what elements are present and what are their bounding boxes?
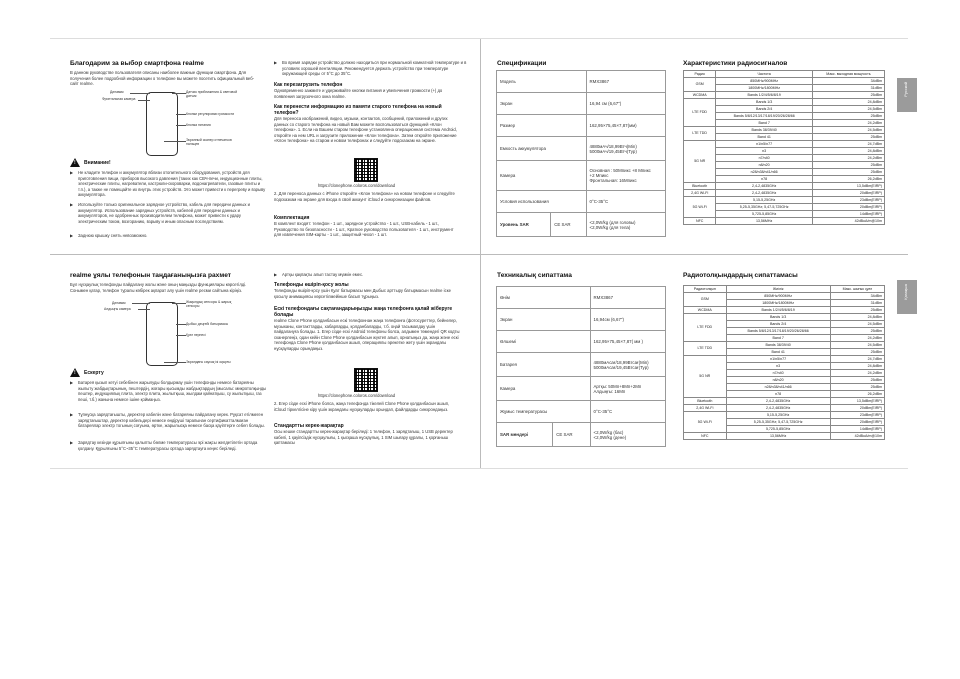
spec-key: Экран xyxy=(497,309,591,331)
package-title: Стандартты керек-жарақтар xyxy=(274,423,344,429)
radio-power-cell: 14dBm(EIRP) xyxy=(812,211,884,218)
radio-power-cell: 13,5dBm(EIRP) xyxy=(812,183,884,190)
radio-table xyxy=(683,285,885,440)
warning-icon: ! xyxy=(70,368,80,377)
radio-row xyxy=(684,314,885,321)
radio-group-cell: WCDMA xyxy=(684,92,716,99)
radio-row xyxy=(684,405,885,412)
spec-value: RMX3867 xyxy=(590,287,666,309)
radio-group-cell: LTE FDD xyxy=(684,99,716,127)
spec-key: Экран xyxy=(497,93,587,115)
radio-frequency-cell: Bands 2/4 xyxy=(726,321,830,328)
spec-key: Условия использования xyxy=(497,191,587,213)
spec-value: 162,95×75,45×7,87(мм) xyxy=(586,115,665,137)
callout-line xyxy=(130,93,150,94)
radio-row xyxy=(684,293,885,300)
sar-value: <2,0W/kg (для головы) <2,0W/kg (для тела) xyxy=(586,213,665,237)
spec-value: 4880мАч/18,99Втч(Min) 5000мАч/19,45Втч(Typ) xyxy=(586,137,665,161)
restart-title: Телефонды өшіріп-қосу жолы xyxy=(274,282,349,288)
radio-power-cell: 23dBm(EIRP) xyxy=(812,197,884,204)
language-tab-label: Қазақша xyxy=(903,284,908,300)
radio-power-cell: 24,2dBm xyxy=(812,155,884,162)
spec-value: 16,94см (6,67") xyxy=(590,309,666,331)
radio-power-cell: 25dBm xyxy=(830,377,884,384)
callout-line xyxy=(176,324,186,325)
warning-title: Ескерту xyxy=(84,370,104,376)
spec-value: 162,95×75,45×7,87( мм ) xyxy=(590,331,666,353)
radio-row xyxy=(684,127,885,134)
radio-power-cell: 34dBm xyxy=(812,78,884,85)
radio-power-cell: 24,7dBm xyxy=(812,141,884,148)
radio-group-cell: Bluetooth xyxy=(684,398,727,405)
radio-row xyxy=(684,218,885,225)
package-text: Осы кешке стандартты керек-жарақтар беріледі: 1 телефон, 1 зарядтағыш, 1 USB деректер кабелі, 1 қауіпсіздік нұсқаулығы, 1 қысқаша нұсқаулық, 1 SIM шығару құралы, 1 қорғаныш қаптамасы xyxy=(274,429,453,446)
radio-power-cell: 25dBm xyxy=(830,307,884,314)
radio-row xyxy=(684,433,885,440)
spec-value: RMX3867 xyxy=(586,71,665,93)
radio-power-cell: 25dBm xyxy=(812,113,884,120)
spec-key: Өнім xyxy=(497,287,591,309)
radio-frequency-cell: 2,4-2,4835GHz xyxy=(726,398,830,405)
callout-line xyxy=(164,141,186,142)
restart-text: Телефонды өшіріп-қосу үшін Қуат батырмасы мен Дыбыс арттыру батырмасын realme іске қосылу анимациясы көрсетілмейінше басып тұрыңыз. xyxy=(274,288,451,299)
specs-table xyxy=(496,286,666,447)
radio-group-cell: 5G NR xyxy=(684,356,727,398)
callout-line xyxy=(176,114,186,115)
label-fingerprint: Экранный сканер отпечатков пальцев xyxy=(186,138,232,147)
label-volume-keys: Кнопки регулировки громкости xyxy=(186,112,235,116)
callout-line xyxy=(132,303,150,304)
radio-frequency-cell: 5,25-5,35GHz; 5,47-5,725GHz xyxy=(716,204,813,211)
spec-key: Жұмыс температурасы xyxy=(497,401,591,423)
radio-frequency-cell: 2,4-2,4835GHz xyxy=(716,183,813,190)
restart-title: Как перезагрузить телефон xyxy=(274,82,343,88)
radio-power-cell: 25dBm xyxy=(812,162,884,169)
radio-power-cell: 24,7dBm xyxy=(830,356,884,363)
radio-row xyxy=(684,99,885,106)
radio-frequency-cell: 5,15-5,25GHz xyxy=(716,197,813,204)
radio-power-cell: 13,5dBm(EIRP) xyxy=(830,398,884,405)
package-title: Комплектация xyxy=(274,215,310,221)
radio-frequency-cell: Bands 1/2/4/5/6/8/19 xyxy=(716,92,813,99)
sar-sub: CE SAR xyxy=(553,423,590,447)
qr-code-icon xyxy=(354,158,378,182)
radio-row xyxy=(684,190,885,197)
radio-header-cell: Жиілік xyxy=(726,286,830,293)
center-divider xyxy=(480,38,481,468)
radio-power-cell: 25dBm xyxy=(812,92,884,99)
radio-row xyxy=(684,141,885,148)
radio-frequency-cell: 5,15-5,25GHz xyxy=(726,412,830,419)
radio-power-cell: 42dBuA/m@10m xyxy=(830,433,884,440)
radio-frequency-cell: Bands 2/4 xyxy=(716,106,813,113)
warning-bullet: ▶ Используйте только оригинальное зарядное устройство, кабель для передачи данных и аккумулятор. Использование зарядных устройств, кабелей для передачи данных и аккумуляторов, не одобренных производителем телефона, может привести к удару электрическим током, возгоранию, взрыву и иным опасным последствиям. xyxy=(70,202,268,224)
radio-header-cell: Частота xyxy=(716,71,813,78)
radio-power-cell: 26,2dBm xyxy=(812,176,884,183)
charging-bullet: ▶ Во время зарядки устройство должно находиться при нормальной комнатной температуре и в условиях хорошей вентиляции. Рекомендуется держать устройство при температуре окружающей среды от 5°C до 35°C. xyxy=(274,60,468,77)
radio-frequency-cell: Bands 1/2/4/5/6/8/19 xyxy=(726,307,830,314)
warning-bullet: ▶ Батарея қызып кетуі себебінен жарылуды болдырмау үшін телефонды немесе батареяны жылыту жабдықтарының, пештердің, жоғары қысымды жабдықтардың (мысалы: микротолқынды пештер, индукциялық плита, электр плита, жылытқыш, жылдам қайнатқыш, су жылытқыш, газ пеші, т.б.) жанына немесе ішіне қоймаңыз. xyxy=(70,380,268,402)
radio-power-cell: 20dBm(EIRP) xyxy=(830,419,884,426)
ru-guide-panel xyxy=(60,50,470,250)
language-tab-label: Русский xyxy=(903,82,908,97)
radio-power-cell: 31dBm xyxy=(830,300,884,307)
radio-frequency-cell: 850MHz/900MHz xyxy=(726,293,830,300)
sar-sub: CE SAR xyxy=(551,213,586,237)
radio-frequency-cell: 2,4-2,4835GHz xyxy=(716,190,813,197)
radio-row xyxy=(684,356,885,363)
radio-frequency-cell: 13,56MHz xyxy=(726,433,830,440)
spec-value: 16,94 см (6,67") xyxy=(586,93,665,115)
spec-value: 0°C-35°C xyxy=(590,401,666,423)
radio-frequency-cell: Band 7 xyxy=(716,120,813,127)
radio-power-cell: 24,8dBm xyxy=(830,363,884,370)
radio-row xyxy=(684,197,885,204)
radio-frequency-cell: Band 41 xyxy=(726,349,830,356)
spec-key: Модель xyxy=(497,71,587,93)
radio-header-cell: Макс. шығыс қуат xyxy=(830,286,884,293)
warning-bullet: ▶ Заднюю крышку снять невозможно. xyxy=(70,233,268,239)
intro-text: Бұл нұсқаулық телефонды пайдалану жолы және оның маңызды функциялары көрсетілді. Сонымен қатар, телефон туралы көбірек ақпарат алу үшін realme ресми сайтына кіріңіз. xyxy=(70,282,247,293)
radio-frequency-cell: Bands 38/39/40 xyxy=(726,342,830,349)
radio-title: Радиотолқындардың сипаттамасы xyxy=(683,272,798,279)
radio-power-cell: 26,2dBm xyxy=(830,391,884,398)
radio-group-cell: GSM xyxy=(684,293,727,307)
label-volume-keys: Дыбыс деңгейі батырмасы xyxy=(186,322,229,326)
radio-power-cell: 31dBm xyxy=(812,85,884,92)
spec-key: Батарея xyxy=(497,353,591,377)
radio-group-cell: 2,4G Wi-Fi xyxy=(684,405,727,412)
intro-text: В данном руководстве пользователя описаны наиболее важные функции смартфона. Для получения более подробной информации о телефоне вы можете посетить официальный веб-сайт realme. xyxy=(70,70,254,87)
radio-frequency-cell: n8/n20 xyxy=(726,377,830,384)
radio-frequency-cell: 5,725-5,85GHz xyxy=(726,426,830,433)
radio-power-cell: 24,2dBm xyxy=(830,370,884,377)
radio-power-cell: 34dBm xyxy=(830,293,884,300)
radio-group-cell: LTE TDD xyxy=(684,127,716,141)
radio-group-cell: LTE FDD xyxy=(684,314,727,342)
radio-row xyxy=(684,398,885,405)
spec-key: Камера xyxy=(497,161,587,191)
warning-bullet: ▶ Не кладите телефон и аккумулятор вблизи отопительного оборудования, устройств для приготовления пищи, приборов высокого давления (таких как СВЧ-печи, индукционные плиты, электрические плиты, нагреватели, кастрюли-скороварки, водонагреватели, газовые плиты и т.п.), а также не помещайте их внутрь этих устройств. Это может привести к перегреву и взрыву аккумулятора. xyxy=(70,170,268,198)
radio-group-cell: Bluetooth xyxy=(684,183,716,190)
radio-frequency-cell: Band 7 xyxy=(726,335,830,342)
radio-power-cell: 20dBm(EIRP) xyxy=(812,190,884,197)
radio-power-cell: 25dBm xyxy=(812,169,884,176)
label-front-camera: Фронтальная камера xyxy=(102,97,136,101)
sar-label: Уровень SAR xyxy=(497,213,551,237)
radio-frequency-cell: n1/n5/n77 xyxy=(726,356,830,363)
radio-power-cell: 20dBm(EIRP) xyxy=(830,405,884,412)
radio-frequency-cell: n7/n40 xyxy=(716,155,813,162)
radio-group-cell: 5G NR xyxy=(684,141,716,183)
radio-power-cell: 24,8dBm xyxy=(812,99,884,106)
ios-text: 2. Для переноса данных с iPhone откройте «Клон телефона» на новом телефоне и следуйте подсказкам на экране для входа в свой аккаунт iCloud и синхронизации файлов. xyxy=(274,191,455,202)
radio-frequency-cell: n3 xyxy=(726,363,830,370)
spec-value: Основная : 50Мпикс +8 Мпикс +2 Мпикс Фронтальная: 16Мпикс xyxy=(586,161,665,191)
warning-bullet: ▶ Тұпнұсқа зарядтағышты, деректер кабелін және батареяны пайдалану керек. Рұқсат етілмеген зарядтағыштар, деректер кабельдері немесе өндіруші тарапынан сертификатталмаған батареялар электр тогының соғуына, өртке, жарылысқа немесе басқа қауіптерге себеп болады. xyxy=(70,412,268,429)
radio-frequency-cell: n1/n5/n77 xyxy=(716,141,813,148)
radio-power-cell: 24,2dBm xyxy=(812,120,884,127)
radio-frequency-cell: 5,25-5,35GHz; 5,47-5,725GHz xyxy=(726,419,830,426)
package-text: В комплект входят: телефон - 1 шт., зарядное устройство - 1 шт., USB-кабель - 1 шт., Руководство по безопасности - 1 шт., Краткое руководство пользователя - 1 шт., инструмент для извлечения SIM-карты - 1 шт., защитный чехол - 1 шт. xyxy=(274,221,454,238)
radio-row xyxy=(684,342,885,349)
qr-code-icon xyxy=(354,368,378,392)
specs-title: Спецификации xyxy=(497,60,547,67)
phone-diagram xyxy=(146,92,178,156)
label-light-sensor: Датчик приближения & световой датчик xyxy=(186,90,238,99)
radio-power-cell: 25dBm xyxy=(812,134,884,141)
radio-frequency-cell: Bands 1/3 xyxy=(716,99,813,106)
label-light-sensor: Жақындық сенсоры & жарық сенсоры xyxy=(186,300,232,309)
specs-title: Техникалық сипаттама xyxy=(497,272,572,279)
transfer-title: Ескі телефондағы сақтағандарыңызды жаңа телефонға қалай жіберуге болады xyxy=(274,306,453,318)
callout-line xyxy=(172,303,186,304)
transfer-text: Для переноса изображений, видео, музыки, контактов, сообщений, приложений и других данных со старого телефона на новый Вам можете воспользоваться функцией «Клон телефона». 1. Если на Вашем старом телефоне установлена операционная система Android, откройте на нем URL и загрузите приложение «Клон телефона». Затем откройте приложение «Клон телефона» на старом и новом телефонах и следуйте подсказкам на экране. xyxy=(274,116,457,144)
radio-frequency-cell: n3 xyxy=(716,148,813,155)
radio-power-cell: 24,5dBm xyxy=(812,127,884,134)
sar-value: <2,0W/kg (бас) <2,0W/kg (дене) xyxy=(590,423,666,447)
restart-text: Одновременно зажмите и удерживайте кнопки питания и увеличения громкости (+) до появления загрузочного окна realme. xyxy=(274,88,443,99)
radio-row xyxy=(684,183,885,190)
phone-diagram xyxy=(146,302,178,366)
sar-label: SAR мөндері xyxy=(497,423,553,447)
page-title: Благодарим за выбор смартфона realme xyxy=(70,60,204,67)
language-tab xyxy=(897,78,917,112)
radio-title: Характеристики радиосигналов xyxy=(683,60,788,67)
radio-group-cell: GSM xyxy=(684,78,716,92)
radio-row xyxy=(684,307,885,314)
label-mic: Динамик xyxy=(112,301,126,305)
cover-bullet: ▶ Артқы қақпақты алып тастау мүмкін емес. xyxy=(274,272,468,278)
radio-group-cell: 2,4G Wi-Fi xyxy=(684,190,716,197)
radio-power-cell: 24,8dBm xyxy=(830,314,884,321)
download-url[interactable]: https://clonephone.coloros.com/download xyxy=(318,183,396,188)
callout-line xyxy=(172,93,186,94)
ios-text: 2. Егер сізде ескі iPhone болса, жаңа телефонда тікелей Clone Phone қолданбасын ашып, iCloud тіркелгісіне кіру үшін экрандағы нұсқауларды орындап, файлдарды синхрондаңыз. xyxy=(274,401,450,412)
radio-frequency-cell: n8/n20 xyxy=(716,162,813,169)
radio-power-cell: 25dBm xyxy=(830,349,884,356)
radio-frequency-cell: n28/n38/n41/n66 xyxy=(716,169,813,176)
radio-group-cell: LTE TDD xyxy=(684,342,727,356)
label-fingerprint: Экрандағы саусақ ізі оқырғы xyxy=(186,360,231,364)
radio-power-cell: 24,5dBm xyxy=(830,342,884,349)
radio-row xyxy=(684,78,885,85)
label-mic: Динамик xyxy=(110,90,124,94)
radio-power-cell: 25dBm xyxy=(830,328,884,335)
radio-power-cell: 24,2dBm xyxy=(830,335,884,342)
spec-value: 0°C-35°C xyxy=(586,191,665,213)
transfer-title: Как перенести информацию из памяти старого телефона на новый телефон? xyxy=(274,104,442,116)
radio-frequency-cell: Bands 5/8/12/13/17/18/19/20/26/28/66 xyxy=(726,328,830,335)
radio-power-cell: 23dBm(EIRP) xyxy=(830,412,884,419)
radio-frequency-cell: 5,725-5,85GHz xyxy=(716,211,813,218)
warning-icon: ! xyxy=(70,158,80,167)
bottom-border xyxy=(50,468,908,469)
radio-power-cell: 20dBm(EIRP) xyxy=(812,204,884,211)
radio-group-cell: 5G Wi-Fi xyxy=(684,197,716,218)
radio-frequency-cell: n28/n38/n41/n66 xyxy=(726,384,830,391)
spec-key: Размер xyxy=(497,115,587,137)
spec-key: Емкость аккумулятора xyxy=(497,137,587,161)
radio-frequency-cell: n7/n40 xyxy=(726,370,830,377)
radio-frequency-cell: 1800MHz/1800MHz xyxy=(716,85,813,92)
radio-frequency-cell: Bands 1/3 xyxy=(726,314,830,321)
spec-key: Камера xyxy=(497,377,591,401)
language-tab xyxy=(897,280,917,314)
radio-table xyxy=(683,70,885,225)
radio-frequency-cell: 1800MHz/1800MHz xyxy=(726,300,830,307)
callout-line xyxy=(138,309,150,310)
radio-row xyxy=(684,92,885,99)
callout-line xyxy=(164,362,186,363)
spec-value: 4880мАсағ/18,99Втсағ(Min) 5000мАсағ/19,45Втсағ(Typ) xyxy=(590,353,666,377)
page-title: realme ұялы телефонын таңдағаныңызға рахмет xyxy=(70,272,232,279)
radio-group-cell: WCDMA xyxy=(684,307,727,314)
label-front-camera: Алдыңғы камера xyxy=(104,307,131,311)
radio-power-cell: 24,8dBm xyxy=(812,148,884,155)
radio-power-cell: 42dBuA/m@10m xyxy=(812,218,884,225)
specs-table xyxy=(496,70,666,237)
spec-value: Артқы: 50Мп+8Мп+2Мп Алдыңғы: 16Мп xyxy=(590,377,666,401)
middle-divider xyxy=(50,254,908,255)
radio-power-cell: 25dBm xyxy=(830,384,884,391)
warning-title: Внимание! xyxy=(84,160,111,166)
radio-group-cell: 5G Wi-Fi xyxy=(684,412,727,433)
download-url[interactable]: https://clonephone.coloros.com/download xyxy=(318,393,396,398)
radio-header-cell: Радио xyxy=(684,71,716,78)
radio-frequency-cell: 2,4-2,4835GHz xyxy=(726,405,830,412)
radio-frequency-cell: 13,56MHz xyxy=(716,218,813,225)
spec-key: Өлшемі xyxy=(497,331,591,353)
radio-frequency-cell: Bands 38/39/40 xyxy=(716,127,813,134)
warning-bullet: ▶ Зарядтау кезінде құрылғыны қалыпты бөлме температурасы әрі жақсы желдетілетін ортада қолдану. Құрылғыны 5°C~35°C температурасы ортада зарядтауға кеңес беріледі. xyxy=(70,440,268,451)
transfer-text: realme Clone Phone қолданбасын ескі телефоннан жаңа телефонға (фотосуреттер, бейнелер, музыканы, контакттарды, хабарларды, қолданбаларды, т.б. оңай тасымалдау үшін пайдалануға болады. 1. Егер сізде ескі Android телефоны болса, алдымен төмендегі QR кодты сканерлеңіз, одан кейін Clone Phone қолданбасын жүктеп алып, орнатыңыз да, жаңа және ескі телефонда Clone Phone қолданбасын ашып, операциялы әрекетке жету үшін экрандағы нұсқауларды орындаңыз. xyxy=(274,318,460,351)
radio-frequency-cell: 850MHz/900MHz xyxy=(716,78,813,85)
radio-frequency-cell: n78 xyxy=(716,176,813,183)
radio-header-cell: Макс. выходная мощность xyxy=(812,71,884,78)
radio-power-cell: 24,5dBm xyxy=(830,321,884,328)
callout-line xyxy=(176,125,186,126)
radio-power-cell: 24,5dBm xyxy=(812,106,884,113)
radio-frequency-cell: n78 xyxy=(726,391,830,398)
label-power-key: Кнопка питания xyxy=(186,123,211,127)
radio-power-cell: 14dBm(EIRP) xyxy=(830,426,884,433)
callout-line xyxy=(138,100,150,101)
label-power-key: Қуат пернесі xyxy=(186,333,206,337)
top-border xyxy=(50,38,908,39)
callout-line xyxy=(176,335,186,336)
radio-frequency-cell: Band 41 xyxy=(716,134,813,141)
radio-header-cell: Радиотолқын xyxy=(684,286,727,293)
radio-frequency-cell: Bands 5/8/12/13/17/18/19/20/26/28/66 xyxy=(716,113,813,120)
radio-group-cell: NFC xyxy=(684,218,716,225)
radio-group-cell: NFC xyxy=(684,433,727,440)
kk-guide-panel xyxy=(60,262,470,467)
radio-row xyxy=(684,412,885,419)
